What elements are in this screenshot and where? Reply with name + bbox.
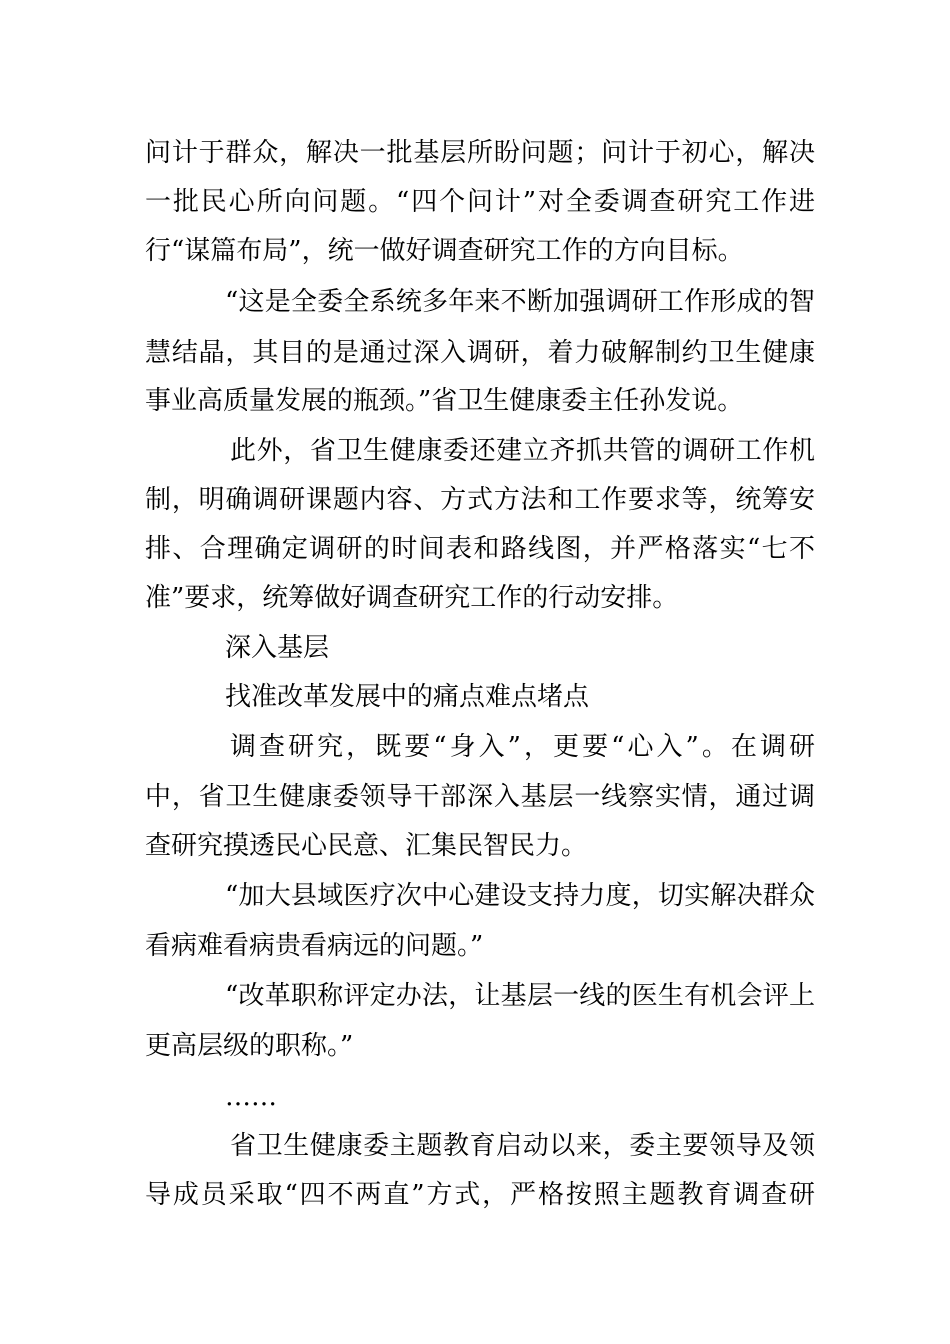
- ellipsis: ……: [225, 1082, 277, 1112]
- text-line: 中，省卫生健康委领导干部深入基层一线察实情，通过调: [145, 782, 815, 812]
- text-line: 此外，省卫生健康委还建立齐抓共管的调研工作机: [230, 436, 815, 466]
- text-line: 一批民心所向问题。“四个问计”对全委调查研究工作进: [145, 187, 815, 217]
- quote-line: 看病难看病贵看病远的问题。”: [145, 931, 484, 961]
- text-line: 事业高质量发展的瓶颈。”省卫生健康委主任孙发说。: [145, 386, 744, 416]
- quote-line: 更高层级的职称。”: [145, 1031, 354, 1061]
- text-line: 导成员采取“四不两直”方式，严格按照主题教育调查研: [145, 1180, 815, 1210]
- quote-line: “改革职称评定办法，让基层一线的医生有机会评上: [225, 981, 815, 1011]
- text-line: 调查研究，既要“身入”，更要“心入”。在调研: [230, 732, 815, 762]
- text-line: “这是全委全系统多年来不断加强调研工作形成的智: [225, 287, 815, 317]
- text-line: 问计于群众，解决一批基层所盼问题；问计于初心，解决: [145, 138, 815, 168]
- text-line: 准”要求，统筹做好调查研究工作的行动安排。: [145, 583, 679, 613]
- section-heading: 深入基层: [225, 633, 330, 663]
- text-line: 行“谋篇布局”，统一做好调查研究工作的方向目标。: [145, 236, 744, 266]
- section-subheading: 找准改革发展中的痛点难点堵点: [225, 682, 590, 712]
- text-line: 查研究摸透民心民意、汇集民智民力。: [145, 831, 588, 861]
- quote-line: “加大县域医疗次中心建设支持力度，切实解决群众: [225, 881, 815, 911]
- text-line: 慧结晶，其目的是通过深入调研，着力破解制约卫生健康: [145, 338, 815, 368]
- text-line: 制，明确调研课题内容、方式方法和工作要求等，统筹安: [145, 485, 815, 515]
- text-line: 排、合理确定调研的时间表和路线图，并严格落实“七不: [145, 534, 815, 564]
- text-line: 省卫生健康委主题教育启动以来，委主要领导及领: [230, 1131, 815, 1161]
